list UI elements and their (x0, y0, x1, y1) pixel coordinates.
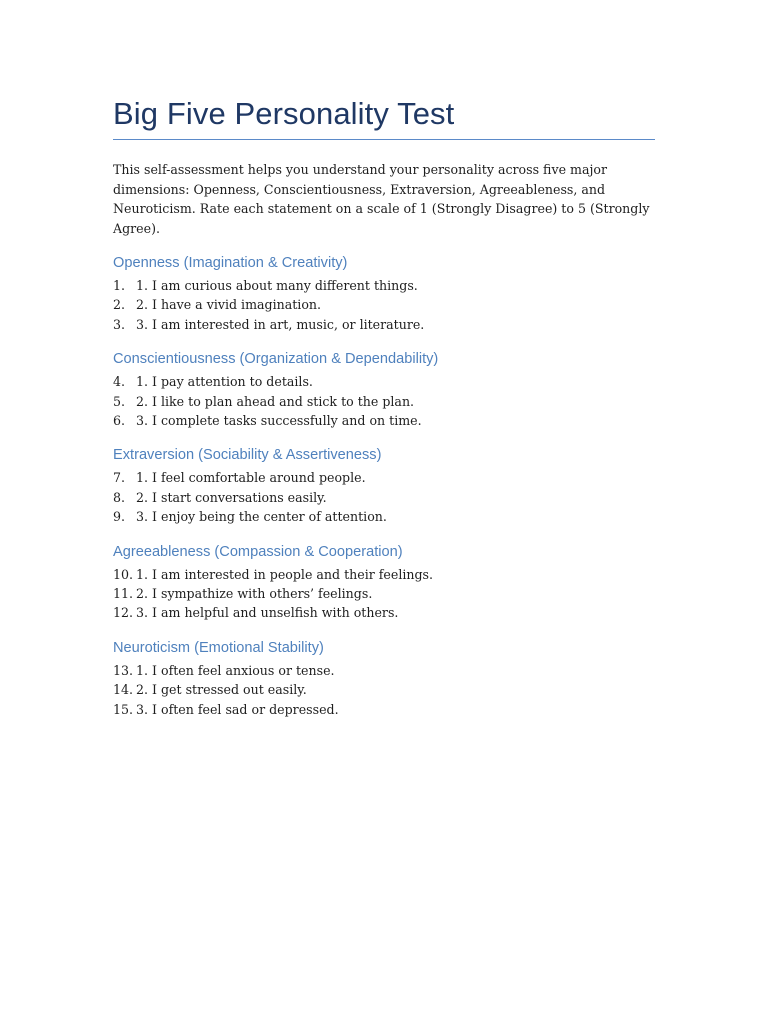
section-agreeableness (113, 541, 655, 623)
list-number: 2. (113, 297, 126, 313)
statement-text: 3. I often feel sad or depressed. (136, 701, 339, 717)
statement-list (113, 661, 655, 719)
statement-text: 1. I am curious about many different things. (136, 278, 418, 293)
statement-text: 2. I like to plan ahead and stick to the plan. (136, 393, 415, 409)
statement-text: 3. I am helpful and unselfish with others. (136, 605, 399, 621)
section-heading: Neuroticism (Emotional Stability) (113, 639, 324, 656)
list-number: 8. (113, 489, 126, 505)
list-item (113, 468, 655, 487)
list-item (113, 603, 655, 622)
statement-text: 3. I complete tasks successfully and on time. (136, 413, 422, 429)
section-heading: Extraversion (Sociability & Assertiveness) (113, 447, 382, 464)
list-number: 7. (113, 470, 126, 486)
list-item (113, 276, 655, 295)
intro-paragraph: This self-assessment helps you understand your personality across five major dimensions: Openness, Conscientiousness, Extraversion, Agreeableness, and Neuroticism. Rate each statement on a scale of 1 (Strongly Disagree) to 5 (Strongly Agree). (113, 162, 650, 236)
list-number: 4. (113, 374, 126, 390)
section-heading: Agreeableness (Compassion & Cooperation) (113, 543, 403, 560)
list-number: 9. (113, 509, 126, 525)
list-item (113, 507, 655, 526)
list-number: 12. (113, 605, 134, 621)
list-item (113, 392, 655, 411)
statement-text: 2. I get stressed out easily. (136, 682, 307, 698)
section-heading: Openness (Imagination & Creativity) (113, 255, 348, 271)
statement-list (113, 468, 655, 526)
statement-list (113, 565, 655, 623)
list-item (113, 584, 655, 603)
list-number: 14. (113, 682, 134, 698)
list-number: 3. (113, 316, 126, 332)
list-number: 11. (113, 586, 134, 602)
list-number: 15. (113, 701, 134, 717)
statement-text: 2. I have a vivid imagination. (136, 297, 322, 313)
section-neuroticism (113, 637, 655, 719)
statement-text: 1. I feel comfortable around people. (136, 470, 366, 486)
document-title: Big Five Personality Test (113, 96, 455, 131)
list-item (113, 565, 655, 584)
statement-text: 1. I often feel anxious or tense. (136, 662, 335, 678)
statement-text: 2. I sympathize with others’ feelings. (136, 586, 373, 602)
section-openness (113, 252, 655, 334)
section-conscientiousness (113, 348, 655, 430)
statement-text: 3. I enjoy being the center of attention. (136, 509, 387, 525)
list-item (113, 315, 655, 334)
list-number: 13. (113, 662, 134, 678)
list-item (113, 295, 655, 314)
section-extraversion (113, 444, 655, 526)
list-item (113, 488, 655, 507)
list-number: 10. (113, 566, 134, 582)
list-item (113, 661, 655, 680)
list-item (113, 700, 655, 719)
title-underline (113, 139, 655, 140)
list-item (113, 372, 655, 391)
list-number: 5. (113, 393, 126, 409)
statement-text: 3. I am interested in art, music, or literature. (136, 316, 425, 332)
statement-text: 1. I pay attention to details. (136, 374, 313, 390)
statement-list (113, 372, 655, 430)
list-number: 6. (113, 413, 126, 429)
statement-list (113, 276, 655, 334)
list-item (113, 411, 655, 430)
list-number: 1. (113, 278, 126, 293)
statement-text: 2. I start conversations easily. (136, 489, 327, 505)
section-heading: Conscientiousness (Organization & Dependability) (113, 351, 439, 368)
statement-text: 1. I am interested in people and their feelings. (136, 566, 434, 582)
list-item (113, 680, 655, 699)
